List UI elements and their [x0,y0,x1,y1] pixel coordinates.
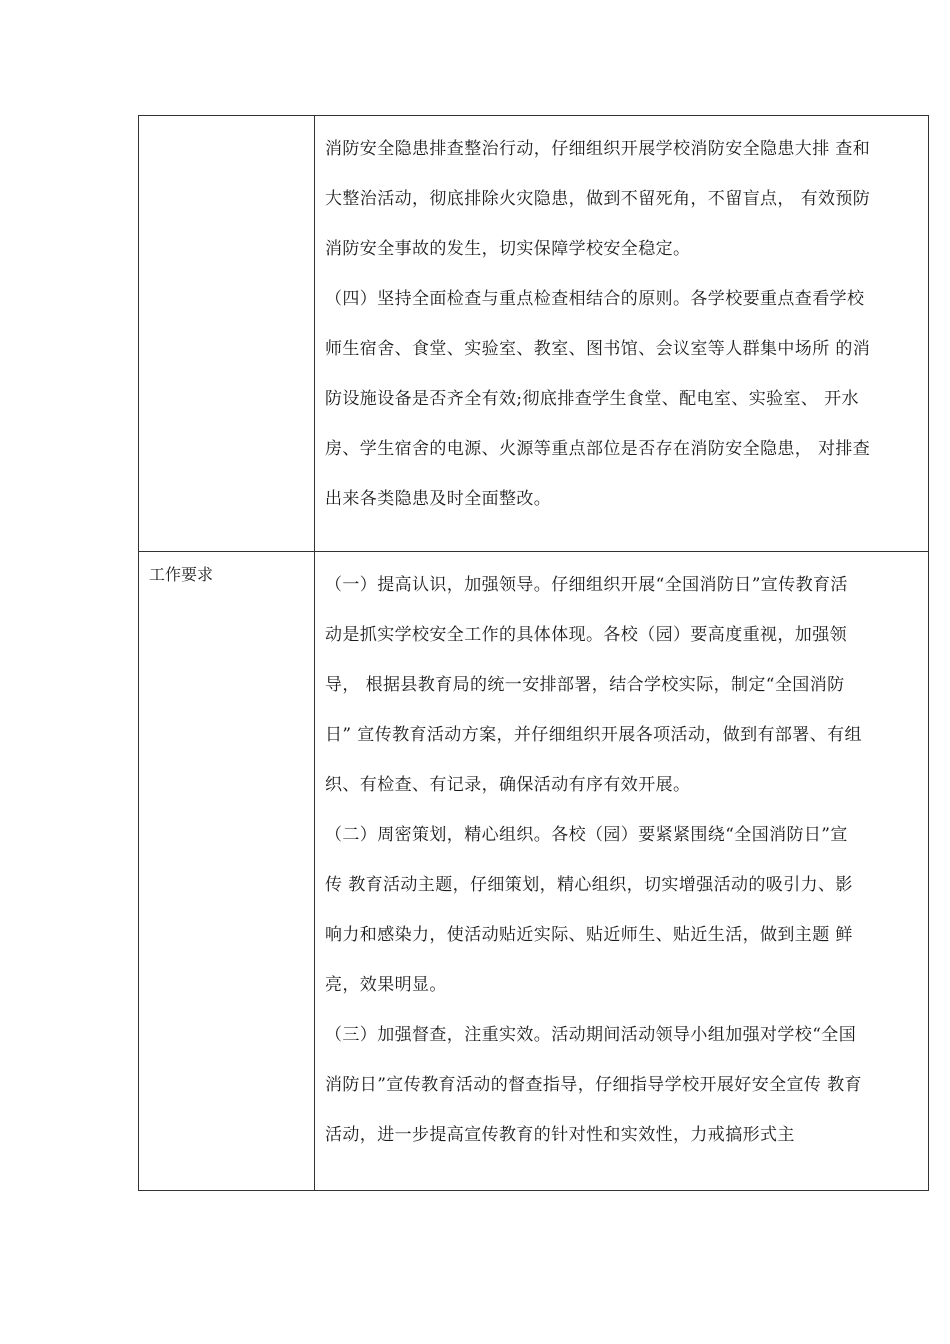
column-divider [314,552,315,1190]
table-row [139,552,928,1190]
paragraph [325,1010,924,1160]
text-line: 出来各类隐患及时全面整改。 [325,489,552,509]
text-line: 消防安全事故的发生，切实保障学校安全稳定。 [325,239,691,259]
paragraph [325,560,924,810]
text-line: （二）周密策划，精心组织。各校（园）要紧紧围绕“全国消防日”宣 [325,825,848,845]
row-content [325,560,924,1160]
paragraph [325,810,924,1010]
text-line: 房、学生宿舍的电源、火源等重点部位是否存在消防安全隐患， 对排查 [325,439,871,459]
row-label: 工作要求 [149,565,214,584]
text-line: 传 教育活动主题，仔细策划，精心组织，切实增强活动的吸引力、影 [325,875,853,895]
document-table [138,115,929,1191]
text-line: （四）坚持全面检查与重点检查相结合的原则。各学校要重点查看学校 [325,289,865,309]
text-line: 日” 宣传教育活动方案，并仔细组织开展各项活动，做到有部署、有组 [325,725,862,745]
text-line: 大整治活动，彻底排除火灾隐患，做到不留死角，不留盲点， 有效预防 [325,189,871,209]
text-line: （三）加强督查，注重实效。活动期间活动领导小组加强对学校“全国 [325,1025,857,1045]
text-line: 消防安全隐患排查整治行动，仔细组织开展学校消防安全隐患大排 查和 [325,139,871,159]
column-divider [314,116,315,551]
text-line: 织、有检查、有记录，确保活动有序有效开展。 [325,775,691,795]
text-line: 活动，进一步提高宣传教育的针对性和实效性，力戒搞形式主 [325,1125,795,1145]
paragraph [325,274,924,524]
paragraph [325,124,924,274]
text-line: 消防日”宣传教育活动的督查指导，仔细指导学校开展好安全宣传 教育 [325,1075,862,1095]
table-row [139,116,928,552]
text-line: 师生宿舍、食堂、实验室、教室、图书馆、会议室等人群集中场所 的消 [325,339,871,359]
text-line: 亮，效果明显。 [325,975,447,995]
text-line: 导， 根据县教育局的统一安排部署，结合学校实际，制定“全国消防 [325,675,845,695]
text-line: （一）提高认识，加强领导。仔细组织开展“全国消防日”宣传教育活 [325,575,848,595]
text-line: 动是抓实学校安全工作的具体体现。各校（园）要高度重视，加强领 [325,625,847,645]
text-line: 响力和感染力，使活动贴近实际、贴近师生、贴近生活，做到主题 鲜 [325,925,853,945]
row-content [325,124,924,524]
text-line: 防设施设备是否齐全有效;彻底排查学生食堂、配电室、实验室、 开水 [325,389,859,409]
